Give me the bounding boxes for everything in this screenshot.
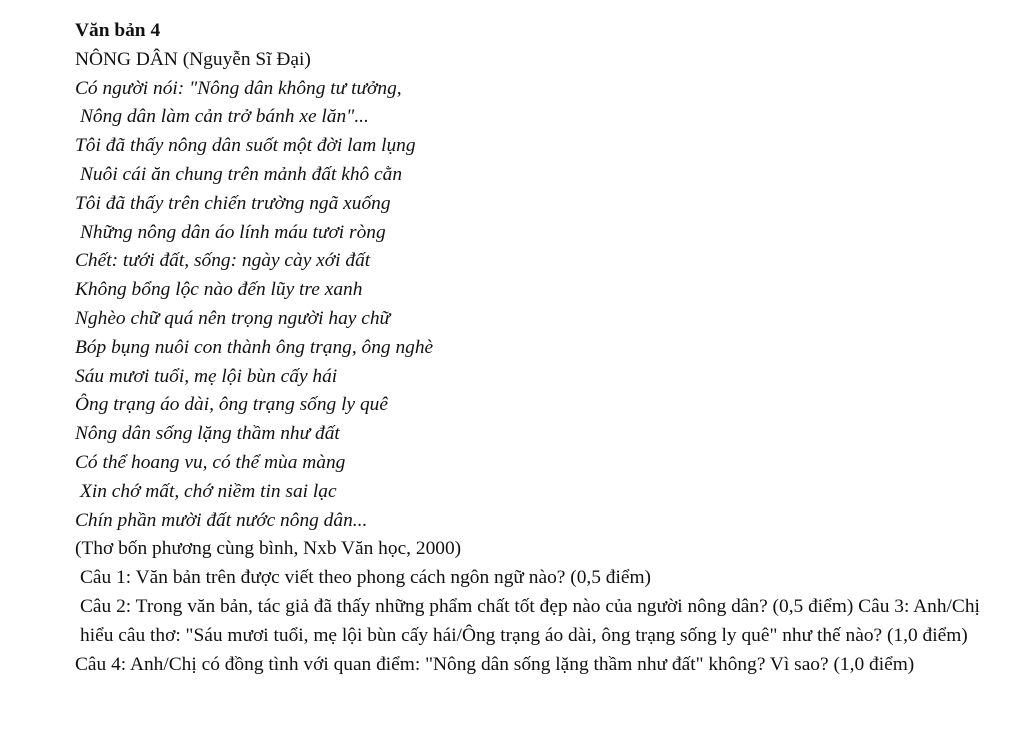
verse-line: Tôi đã thấy nông dân suốt một đời lam lụng: [75, 135, 416, 157]
verse-line: Nuôi cái ăn chung trên mảnh đất khô cằn: [80, 163, 403, 185]
verse-line: Có người nói: "Nông dân không tư tưởng,: [75, 77, 402, 99]
document-body: [75, 17, 990, 679]
question-4: Câu 4: Anh/Chị có đồng tình với quan điểm: "Nông dân sống lặng thầm như đất" không? Vì sao? (1,0 điểm): [75, 653, 915, 675]
verse-line: Chín phần mười đất nước nông dân...: [75, 509, 368, 531]
verse-line: Có thể hoang vu, có thể mùa màng: [75, 451, 346, 473]
question-2-3: Câu 2: Trong văn bản, tác giả đã thấy những phẩm chất tốt đẹp nào của người nông dân? (0,5 điểm) Câu 3: Anh/Chị hiểu câu thơ: "Sáu mươi tuổi, mẹ lội bùn cấy hái/Ông trạng áo dài, ông trạng sống ly quê" như thế nào? (1,0 điểm): [80, 595, 980, 646]
verse-line: Tôi đã thấy trên chiến trường ngã xuống: [75, 192, 391, 214]
verse-line: Bóp bụng nuôi con thành ông trạng, ông nghè: [75, 336, 434, 358]
poem-source: (Thơ bốn phương cùng bình, Nxb Văn học, 2000): [75, 538, 462, 560]
poem-title: NÔNG DÂN (Nguyễn Sĩ Đại): [75, 48, 311, 70]
question-1: Câu 1: Văn bản trên được viết theo phong cách ngôn ngữ nào? (0,5 điểm): [80, 567, 652, 589]
verse-line: Ông trạng áo dài, ông trạng sống ly quê: [75, 394, 388, 416]
verse-line: Xin chớ mất, chớ niềm tin sai lạc: [80, 480, 337, 502]
verse-line: Chết: tưới đất, sống: ngày cày xới đất: [75, 250, 371, 272]
verse-line: Những nông dân áo lính máu tươi ròng: [80, 221, 386, 243]
verse-line: Nông dân sống lặng thầm như đất: [75, 423, 340, 445]
verse-line: Nông dân làm cản trở bánh xe lăn"...: [80, 106, 369, 128]
verse-line: Không bổng lộc nào đến lũy tre xanh: [75, 279, 363, 301]
verse-line: Sáu mươi tuổi, mẹ lội bùn cấy hái: [75, 365, 338, 387]
section-heading: Văn bản 4: [75, 20, 161, 41]
verse-line: Nghèo chữ quá nên trọng người hay chữ: [75, 307, 391, 329]
